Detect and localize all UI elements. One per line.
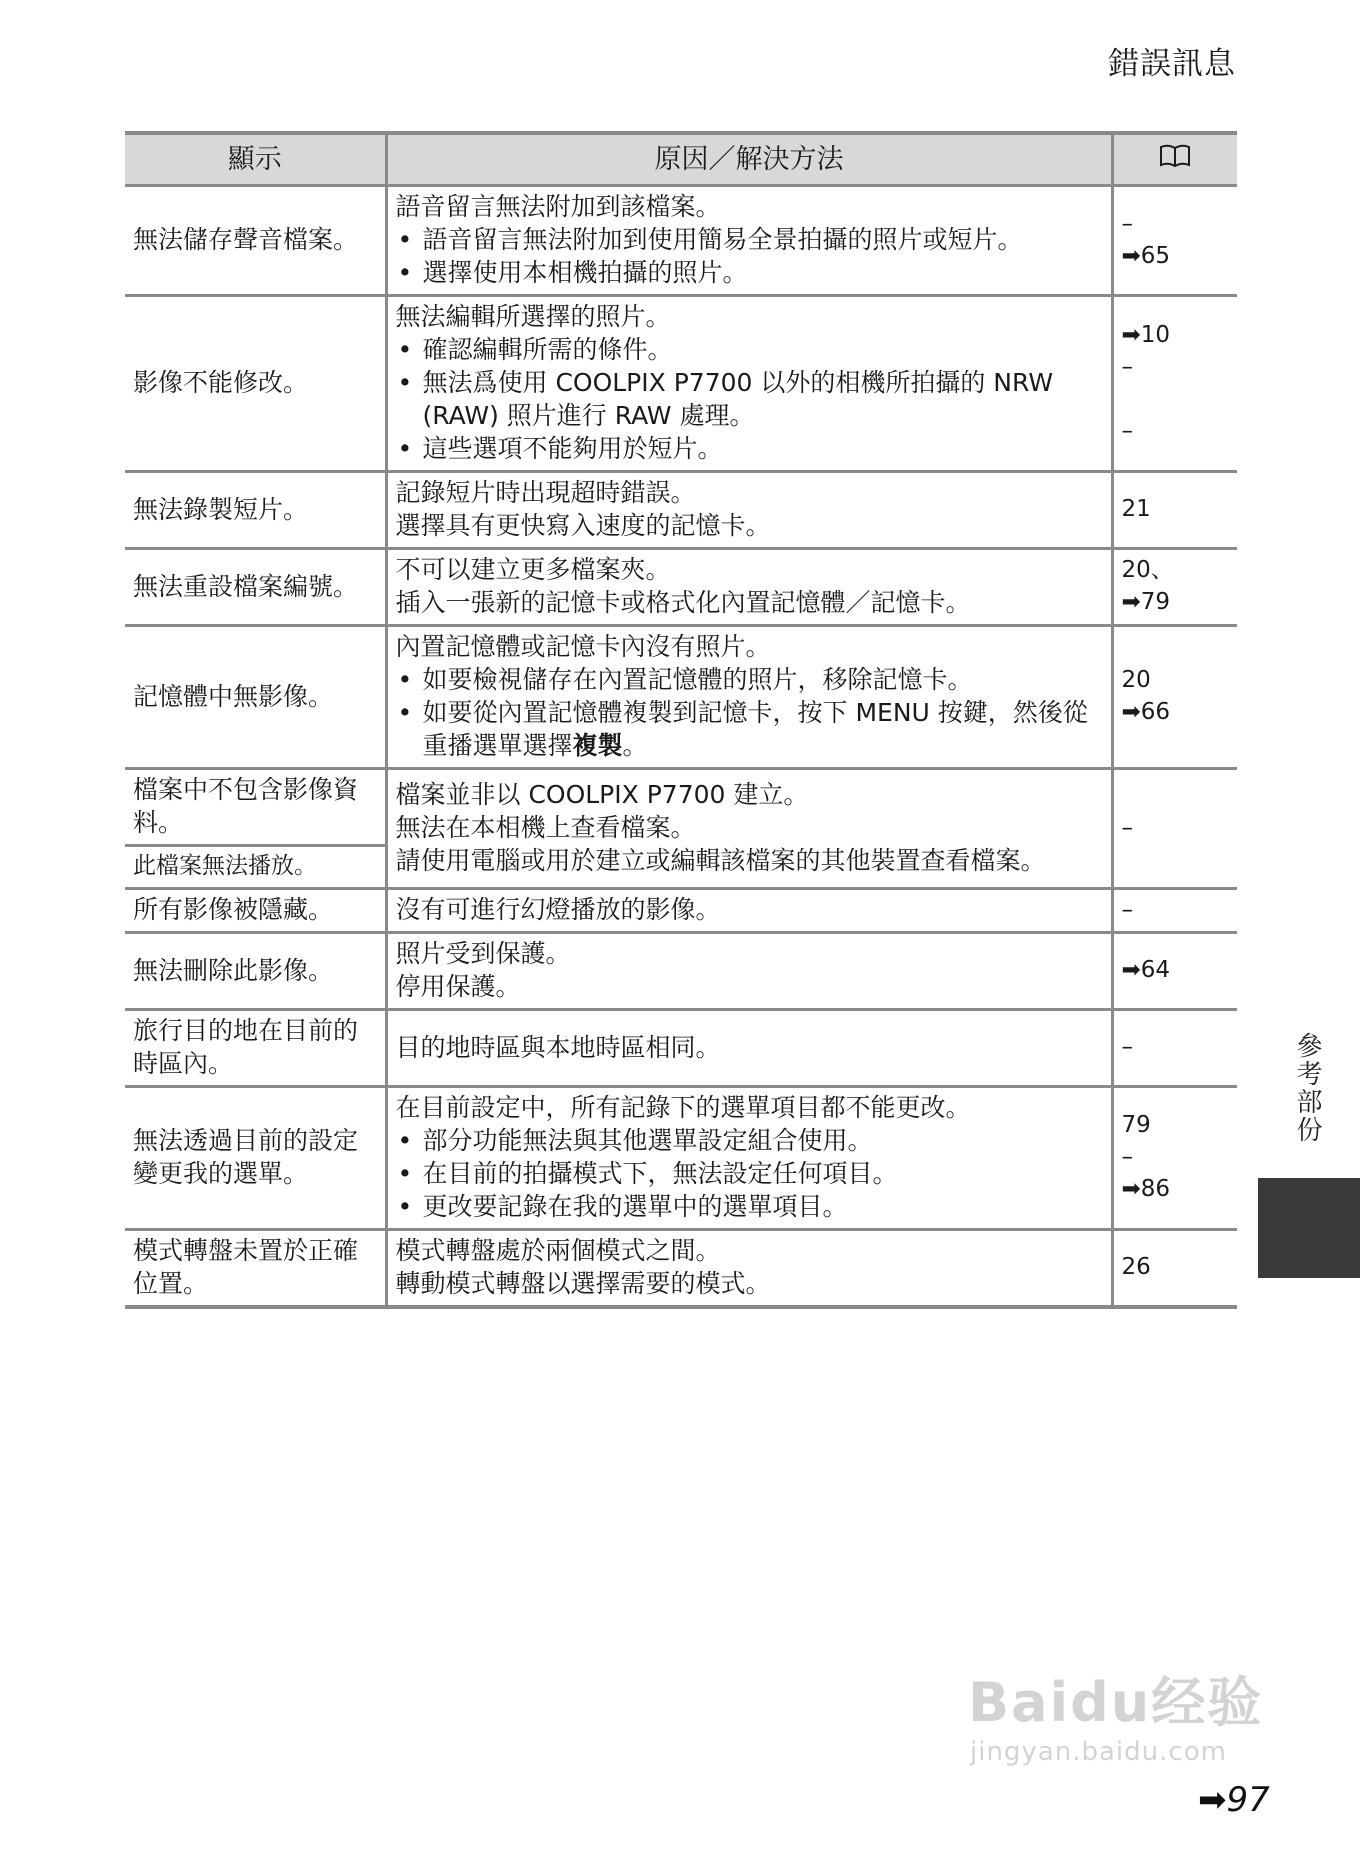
reference-entry: ➡65 [1121, 242, 1171, 269]
bullet-item [396, 696, 1103, 762]
solution-text: 目的地時區與本地時區相同。 [395, 1032, 721, 1062]
reference-entry: ➡10 [1121, 321, 1171, 348]
cause-cell [386, 549, 1112, 626]
cause-cell [386, 1230, 1112, 1308]
reference-entry: – [1121, 896, 1133, 923]
reference-cell [1112, 549, 1237, 626]
watermark-logo: Baidu经验 [968, 1671, 1264, 1734]
reference-cell [1112, 186, 1237, 296]
bullet-item [396, 432, 1103, 465]
reference-entry: 21 [1121, 496, 1151, 522]
solution-line [396, 970, 1103, 1003]
solution-tail: 。 [622, 731, 648, 760]
solution-text: 無法爲使用 COOLPIX P7700 以外的相機所拍攝的 NRW (RAW) 照片進行 RAW 處理。 [422, 368, 1054, 430]
column-header-display: 顯示 [125, 133, 386, 186]
solution-text: 如要從內置記憶體複製到記憶卡，按下 MENU 按鍵，然後從重播選單選擇 [422, 698, 1088, 760]
reference-entry: ➡79 [1121, 589, 1171, 615]
bullet-item [396, 256, 1103, 289]
table-row [125, 626, 1237, 769]
reference-entry: ➡64 [1121, 957, 1171, 983]
solution-text: 部分功能無法與其他選單設定組合使用。 [422, 1126, 873, 1155]
display-cell: 此檔案無法播放。 [125, 846, 386, 889]
solution-text: 在目前設定中，所有記錄下的選單項目都不能更改。 [395, 1093, 971, 1122]
display-cell: 檔案中不包含影像資料。 [125, 769, 386, 846]
solution-line [396, 1031, 1103, 1064]
solution-text: 選擇使用本相機拍攝的照片。 [422, 258, 748, 287]
reference-entry: 26 [1121, 1254, 1151, 1280]
display-cell: 模式轉盤未置於正確位置。 [125, 1230, 386, 1308]
solution-text: 停用保護。 [395, 972, 521, 1001]
solution-text: 更改要記錄在我的選單中的選單項目。 [422, 1192, 848, 1221]
table-row [125, 933, 1237, 1010]
reference-entry: – [1121, 417, 1133, 444]
reference-entry: ➡66 [1121, 699, 1171, 725]
display-cell: 無法刪除此影像。 [125, 933, 386, 1010]
reference-entry: – [1121, 210, 1133, 237]
section-side-label: 參考部份 [1292, 1032, 1322, 1144]
reference-entry: 20、 [1121, 557, 1174, 583]
display-cell: 影像不能修改。 [125, 296, 386, 472]
cause-cell [386, 769, 1112, 889]
display-cell: 無法重設檔案編號。 [125, 549, 386, 626]
display-cell: 無法儲存聲音檔案。 [125, 186, 386, 296]
solution-line [396, 300, 1103, 333]
column-header-cause: 原因／解決方法 [386, 133, 1112, 186]
solution-text: 模式轉盤處於兩個模式之間。 [395, 1236, 721, 1265]
solution-text: 如要檢視儲存在內置記憶體的照片，移除記憶卡。 [422, 665, 973, 694]
display-cell: 所有影像被隱藏。 [125, 889, 386, 933]
bullet-item [396, 223, 1103, 256]
solution-text: 語音留言無法附加到使用簡易全景拍攝的照片或短片。 [422, 225, 1023, 254]
display-cell: 無法透過目前的設定變更我的選單。 [125, 1087, 386, 1230]
solution-text: 轉動模式轉盤以選擇需要的模式。 [395, 1269, 771, 1298]
cause-cell [386, 472, 1112, 549]
cause-cell [386, 186, 1112, 296]
display-cell: 記憶體中無影像。 [125, 626, 386, 769]
solution-line [396, 630, 1103, 663]
reference-cell [1112, 626, 1237, 769]
solution-line [396, 811, 1103, 844]
solution-line [396, 509, 1103, 542]
solution-text: 照片受到保護。 [395, 939, 571, 968]
reference-entry: – [1121, 1034, 1133, 1060]
solution-text: 這些選項不能夠用於短片。 [422, 434, 723, 463]
reference-cell [1112, 1230, 1237, 1308]
table-row [125, 889, 1237, 933]
reference-cell [1112, 769, 1237, 889]
error-message-table [125, 131, 1237, 1309]
watermark [968, 1660, 1263, 1767]
reference-cell [1112, 472, 1237, 549]
bullet-item [396, 1157, 1103, 1190]
display-cell: 旅行目的地在目前的時區內。 [125, 1010, 386, 1087]
reference-entry: – [1121, 353, 1133, 380]
reference-cell [1112, 889, 1237, 933]
cause-cell [386, 296, 1112, 472]
solution-line [396, 586, 1103, 619]
solution-line [396, 553, 1103, 586]
solution-line [396, 893, 1103, 926]
column-header-reference [1112, 133, 1237, 186]
solution-line [396, 1091, 1103, 1124]
solution-text: 請使用電腦或用於建立或編輯該檔案的其他裝置查看檔案。 [395, 846, 1046, 875]
bold-term: 複製 [572, 731, 623, 760]
solution-text: 記錄短片時出現超時錯誤。 [395, 478, 696, 507]
solution-text: 內置記憶體或記憶卡內沒有照片。 [395, 632, 771, 661]
book-icon [1158, 143, 1192, 169]
reference-entry [1122, 383, 1230, 415]
solution-line [396, 778, 1103, 811]
cause-cell [386, 933, 1112, 1010]
reference-entry: 79 [1121, 1112, 1151, 1138]
watermark-url: jingyan.baidu.com [970, 1737, 1227, 1767]
table-header-row [125, 133, 1237, 186]
bullet-item [396, 1124, 1103, 1157]
solution-text: 選擇具有更快寫入速度的記憶卡。 [395, 511, 771, 540]
solution-text: 不可以建立更多檔案夾。 [395, 555, 671, 584]
solution-line [396, 1267, 1103, 1300]
cause-cell [386, 889, 1112, 933]
table-row [125, 1087, 1237, 1230]
bullet-item [396, 1190, 1103, 1223]
bullet-item [396, 333, 1103, 366]
page-number: ➡97 [1198, 1780, 1270, 1820]
cause-cell [386, 1010, 1112, 1087]
reference-entry: ➡86 [1121, 1176, 1171, 1202]
reference-cell [1112, 1087, 1237, 1230]
table-row [125, 186, 1237, 296]
table-row [125, 769, 1237, 846]
reference-entry: 20 [1121, 667, 1151, 693]
reference-cell [1112, 1010, 1237, 1087]
solution-text: 沒有可進行幻燈播放的影像。 [395, 895, 721, 924]
table-row [125, 296, 1237, 472]
table-row [125, 1230, 1237, 1308]
display-cell: 無法錄製短片。 [125, 472, 386, 549]
reference-entry: – [1121, 1144, 1133, 1170]
page-header-title: 錯誤訊息 [1108, 46, 1236, 82]
solution-line [396, 190, 1103, 223]
solution-text: 在目前的拍攝模式下，無法設定任何項目。 [422, 1159, 898, 1188]
solution-line [396, 844, 1103, 877]
solution-text: 檔案並非以 COOLPIX P7700 建立。 [395, 780, 809, 809]
solution-text: 插入一張新的記憶卡或格式化內置記憶體／記憶卡。 [395, 588, 971, 617]
solution-line [396, 937, 1103, 970]
solution-line [396, 1234, 1103, 1267]
reference-cell [1112, 933, 1237, 1010]
reference-cell [1112, 296, 1237, 472]
bullet-item [396, 366, 1103, 432]
reference-entry: – [1121, 814, 1133, 841]
cause-cell [386, 626, 1112, 769]
solution-text: 語音留言無法附加到該檔案。 [395, 192, 721, 221]
solution-text: 確認編輯所需的條件。 [422, 335, 673, 364]
table-row [125, 472, 1237, 549]
bullet-item [396, 663, 1103, 696]
cause-cell [386, 1087, 1112, 1230]
table-row [125, 1010, 1237, 1087]
solution-text: 無法在本相機上查看檔案。 [395, 813, 696, 842]
table-row [125, 549, 1237, 626]
solution-text: 無法編輯所選擇的照片。 [395, 302, 671, 331]
solution-line [396, 476, 1103, 509]
section-side-tab [1258, 1178, 1360, 1278]
